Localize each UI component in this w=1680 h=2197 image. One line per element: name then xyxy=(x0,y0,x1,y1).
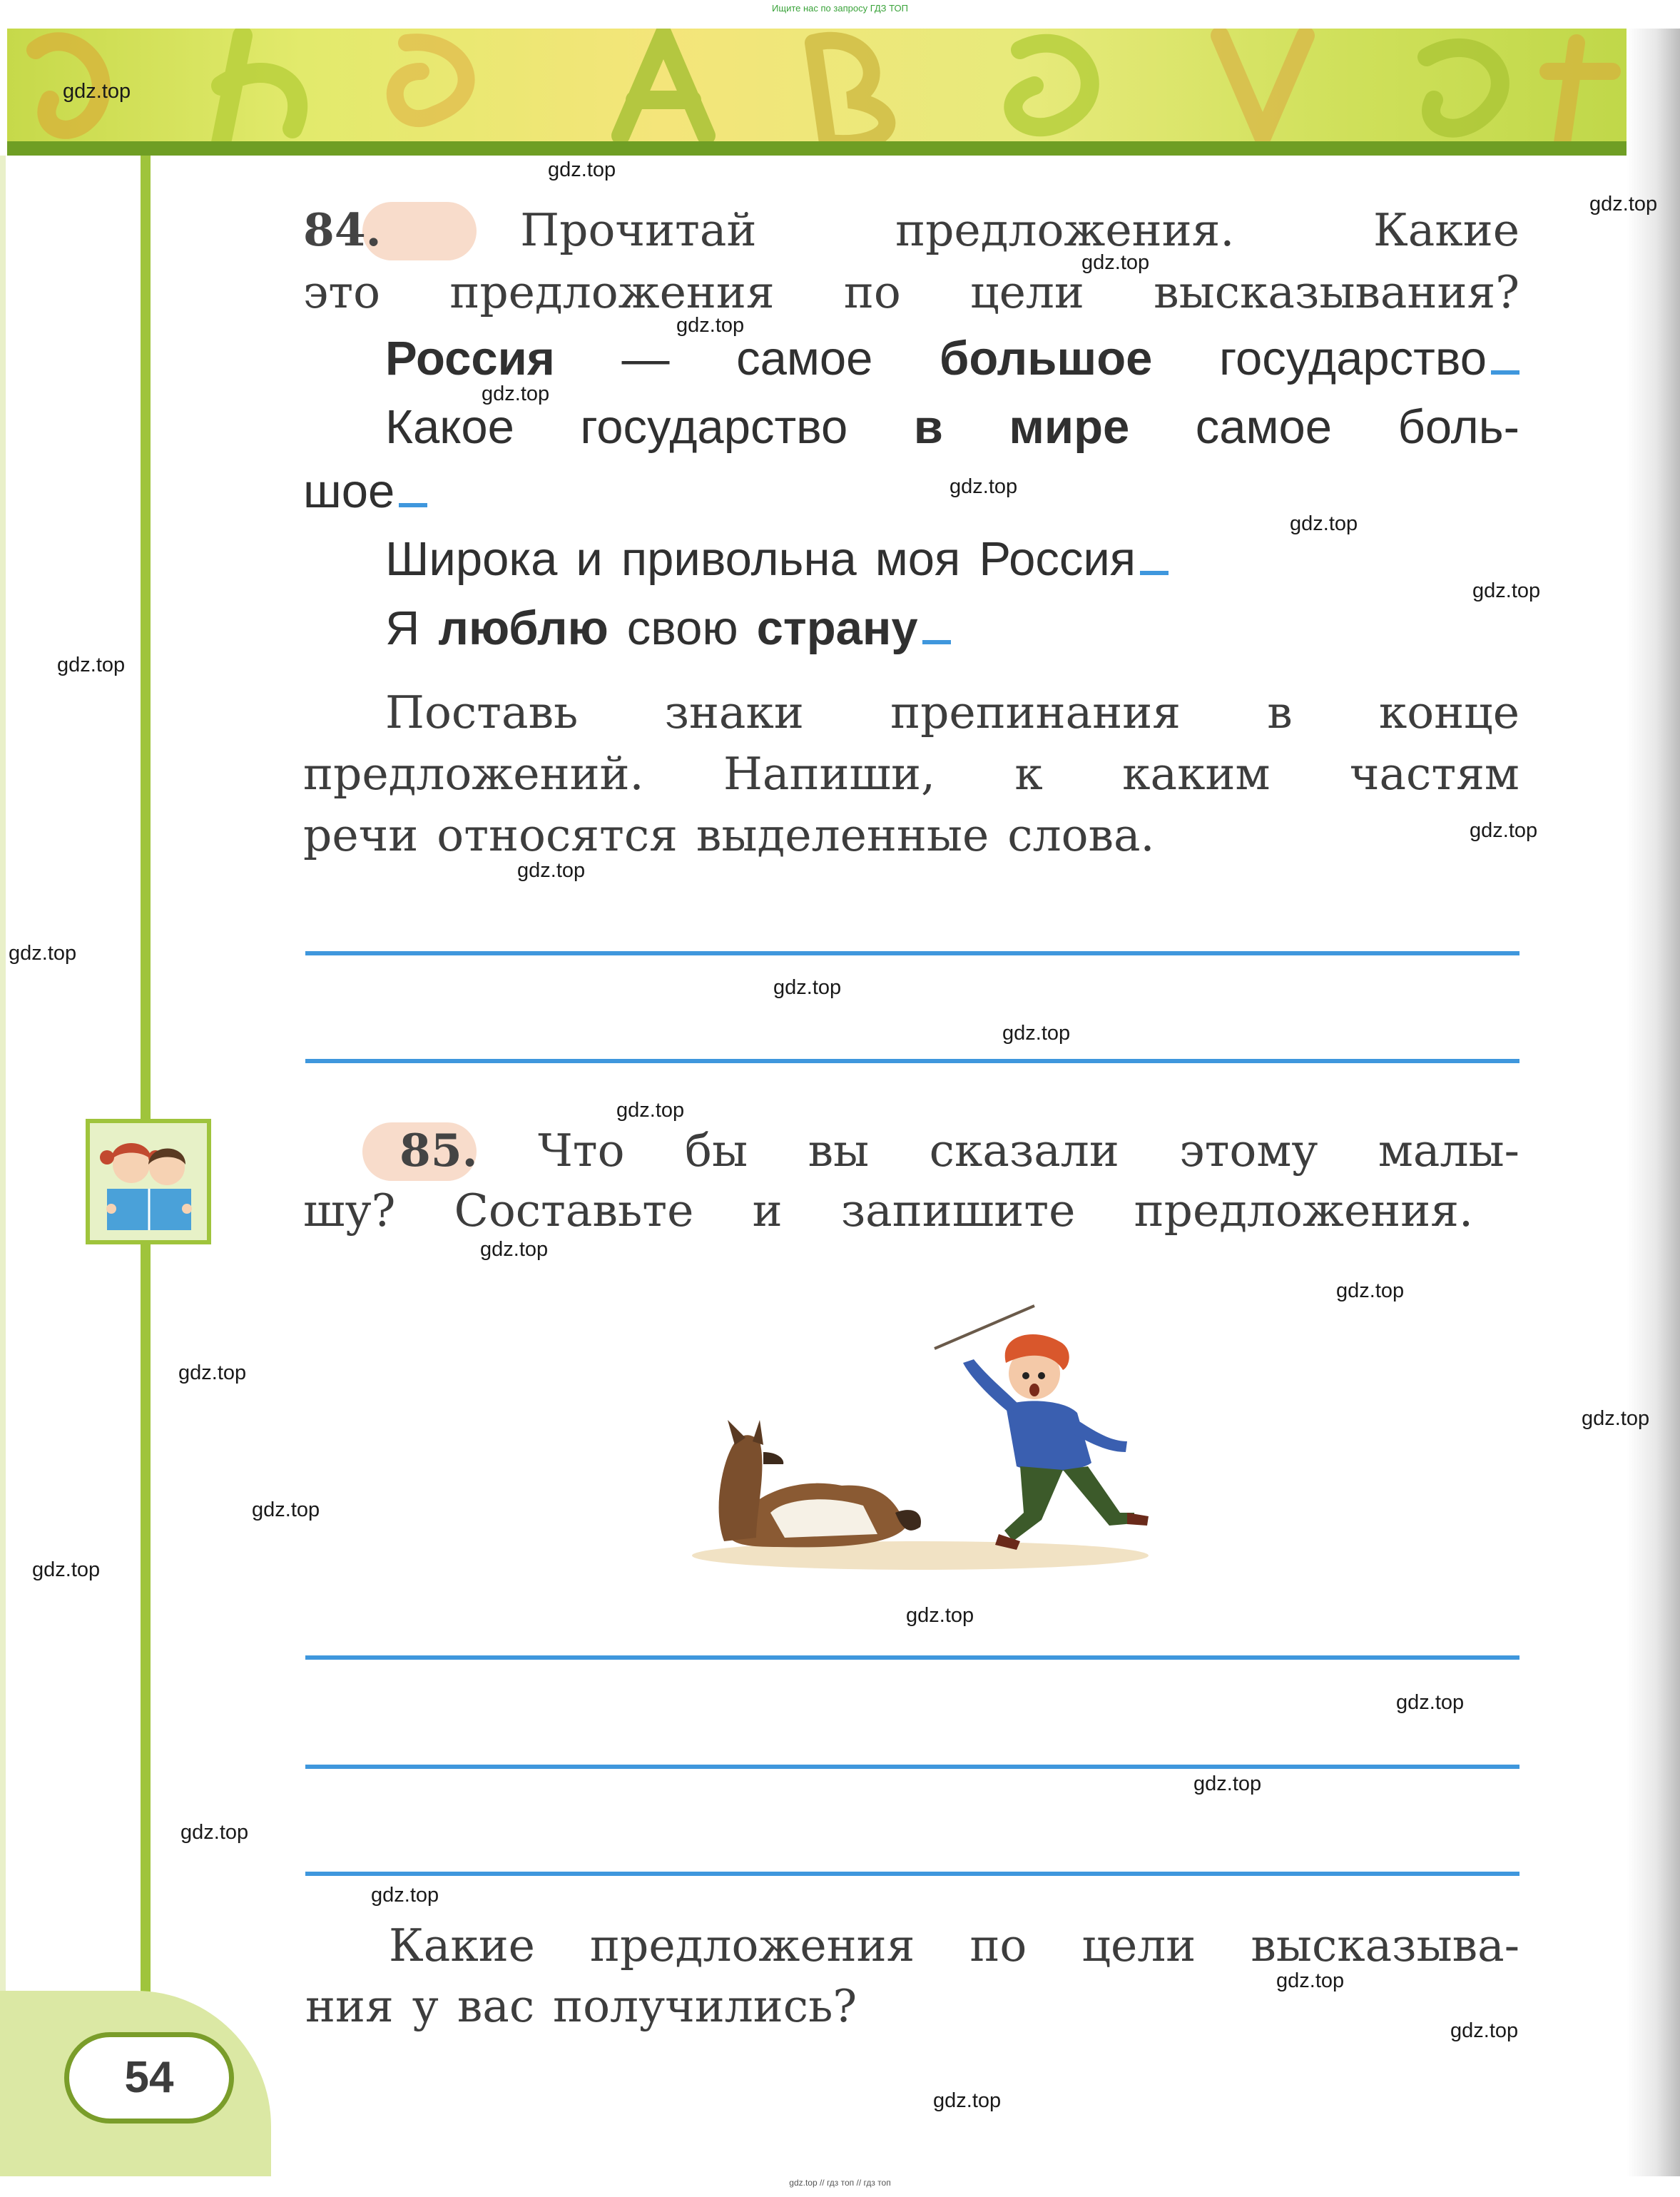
sentence-word: Я xyxy=(385,602,420,655)
decorative-banner xyxy=(7,29,1648,156)
exercise-84-task-line-2 xyxy=(303,266,1519,318)
watermark: gdz.top xyxy=(178,1361,247,1384)
sentence-word-with-blank xyxy=(1219,331,1519,386)
watermark: gdz.top xyxy=(548,158,616,181)
bold-word: Россия xyxy=(385,332,555,385)
kids-icon xyxy=(90,1123,207,1240)
exercise-85-number: 85. xyxy=(399,1124,478,1177)
task-word: предложения. xyxy=(1134,1184,1473,1237)
sentence-word: самое xyxy=(1195,400,1333,454)
instruction-word: слова. xyxy=(1007,809,1155,861)
punctuation-blank[interactable] xyxy=(399,503,427,507)
question-word: вас xyxy=(457,1980,535,2032)
watermark: gdz.top xyxy=(63,80,131,103)
sentence-word: государство xyxy=(1219,332,1487,385)
sentence-word: государство xyxy=(580,400,848,454)
instruction-word: знаки xyxy=(664,686,804,739)
task-word: это xyxy=(303,266,381,318)
task-word: малы- xyxy=(1378,1125,1519,1177)
answer-line[interactable] xyxy=(305,951,1519,955)
watermark: gdz.top xyxy=(1002,1022,1071,1045)
sentence-word: боль- xyxy=(1398,400,1519,454)
watermark: gdz.top xyxy=(57,654,126,676)
answer-line[interactable] xyxy=(305,1872,1519,1876)
sentence-word: Россия xyxy=(979,532,1136,586)
task-word: предложения xyxy=(449,266,775,318)
sentence-word: свою xyxy=(626,602,738,655)
footer-note: gdz.top // гдз топ // гдз топ xyxy=(789,2178,891,2188)
left-margin-strip xyxy=(0,156,6,2153)
instruction-line-2 xyxy=(303,748,1519,800)
watermark: gdz.top xyxy=(1472,579,1541,602)
sentence-word-with-blank xyxy=(757,601,951,656)
reading-kids-icon xyxy=(86,1119,211,1244)
instruction-word: предложений. xyxy=(303,748,644,800)
sentence-word-with-blank xyxy=(979,532,1169,587)
bold-word: в xyxy=(913,400,943,454)
watermark: gdz.top xyxy=(517,859,586,882)
watermark: gdz.top xyxy=(480,1238,549,1261)
task-word: сказали xyxy=(929,1125,1119,1177)
margin-rule xyxy=(141,156,151,2075)
question-word: Какие xyxy=(389,1919,535,1972)
boy-and-dog-illustration xyxy=(663,1299,1163,1577)
instruction-line-3 xyxy=(303,809,1519,861)
watermark: gdz.top xyxy=(1193,1772,1262,1795)
watermark: gdz.top xyxy=(1589,193,1658,215)
task-word: бы xyxy=(685,1125,748,1177)
question-word: предложения xyxy=(590,1919,915,1972)
boy-dog-picture xyxy=(663,1299,1163,1577)
task-word: Прочитай xyxy=(520,204,757,256)
instruction-word: конце xyxy=(1378,686,1519,739)
header-note: Ищите нас по запросу ГДЗ ТОП xyxy=(772,3,908,14)
task-word: высказывания? xyxy=(1154,266,1519,318)
exercise-85-task-line-2 xyxy=(303,1184,1473,1237)
answer-line[interactable] xyxy=(305,1765,1519,1769)
instruction-word: речи xyxy=(303,809,419,861)
question-line-1 xyxy=(389,1919,1519,1972)
sentence-1 xyxy=(385,331,1519,386)
page-edge-shadow xyxy=(1626,29,1680,2176)
watermark: gdz.top xyxy=(371,1884,439,1907)
task-word: Что xyxy=(538,1125,625,1177)
task-word: цели xyxy=(970,266,1084,318)
watermark: gdz.top xyxy=(252,1498,320,1521)
task-word: предложения. xyxy=(895,204,1235,256)
task-word: по xyxy=(843,266,901,318)
sentence-word: привольна xyxy=(621,532,857,586)
page-number: 54 xyxy=(64,2032,234,2124)
watermark: gdz.top xyxy=(933,2089,1002,2112)
watermark: gdz.top xyxy=(906,1604,974,1627)
watermark: gdz.top xyxy=(676,314,745,337)
watermark: gdz.top xyxy=(950,475,1018,498)
punctuation-blank[interactable] xyxy=(922,640,951,644)
letters-decoration xyxy=(7,29,1648,156)
sentence-word-with-blank xyxy=(303,464,427,519)
watermark: gdz.top xyxy=(1450,2019,1519,2042)
watermark: gdz.top xyxy=(1396,1691,1465,1714)
exercise-85-task-line-1 xyxy=(399,1124,1519,1177)
question-word: у xyxy=(412,1980,439,2032)
task-word: вы xyxy=(808,1125,870,1177)
sentence-word: моя xyxy=(875,532,961,586)
answer-line[interactable] xyxy=(305,1059,1519,1063)
sentence-word: Широка xyxy=(385,532,558,586)
task-word: Составьте xyxy=(454,1184,694,1237)
bold-word: люблю xyxy=(438,602,609,655)
instruction-line-1 xyxy=(385,686,1519,739)
question-word: высказыва- xyxy=(1251,1919,1519,1972)
sentence-2 xyxy=(385,400,1519,455)
question-word: получились? xyxy=(553,1980,857,2032)
exercise-84-number: 84. xyxy=(303,203,382,256)
instruction-word: препинания xyxy=(890,686,1181,739)
bold-word: большое xyxy=(940,332,1153,385)
watermark: gdz.top xyxy=(773,976,842,999)
sentence-word: самое xyxy=(736,332,873,385)
exercise-84-task-line-1 xyxy=(303,203,1519,256)
question-word: по xyxy=(969,1919,1027,1972)
task-word: шу? xyxy=(303,1184,396,1237)
punctuation-blank[interactable] xyxy=(1140,571,1169,575)
bold-word: страну xyxy=(756,602,918,655)
task-word: запишите xyxy=(840,1184,1076,1237)
watermark: gdz.top xyxy=(1290,512,1358,535)
sentence-word: шое xyxy=(303,465,395,518)
watermark: gdz.top xyxy=(1582,1407,1650,1430)
instruction-word: Напиши, xyxy=(723,748,936,800)
task-word: этому xyxy=(1179,1125,1318,1177)
sentence-word: — xyxy=(621,332,670,385)
sentence-4 xyxy=(385,601,1519,656)
watermark: gdz.top xyxy=(9,942,77,965)
question-word: ния xyxy=(305,1980,394,2032)
sentence-3 xyxy=(385,532,1519,587)
sentence-word: Какое xyxy=(385,400,514,454)
bold-word: мире xyxy=(1009,400,1130,454)
sentence-2-continued xyxy=(303,464,1519,519)
task-word: Какие xyxy=(1373,204,1519,256)
punctuation-blank[interactable] xyxy=(1491,370,1519,375)
instruction-word: выделенные xyxy=(696,809,989,861)
watermark: gdz.top xyxy=(1081,251,1150,274)
instruction-word: в xyxy=(1267,686,1293,739)
watermark: gdz.top xyxy=(32,1558,101,1581)
watermark: gdz.top xyxy=(482,382,550,405)
instruction-word: к xyxy=(1014,748,1043,800)
watermark: gdz.top xyxy=(616,1099,685,1122)
sentence-word: и xyxy=(576,532,603,586)
watermark: gdz.top xyxy=(1470,819,1538,842)
instruction-word: относятся xyxy=(437,809,678,861)
task-word: и xyxy=(752,1184,783,1237)
instruction-word: каким xyxy=(1122,748,1271,800)
instruction-word: частям xyxy=(1349,748,1519,800)
instruction-word: Поставь xyxy=(385,686,579,739)
banner-base xyxy=(7,141,1648,156)
watermark: gdz.top xyxy=(1276,1969,1345,1992)
watermark: gdz.top xyxy=(1336,1279,1405,1302)
answer-line[interactable] xyxy=(305,1655,1519,1660)
watermark: gdz.top xyxy=(180,1821,249,1844)
question-word: цели xyxy=(1081,1919,1196,1972)
